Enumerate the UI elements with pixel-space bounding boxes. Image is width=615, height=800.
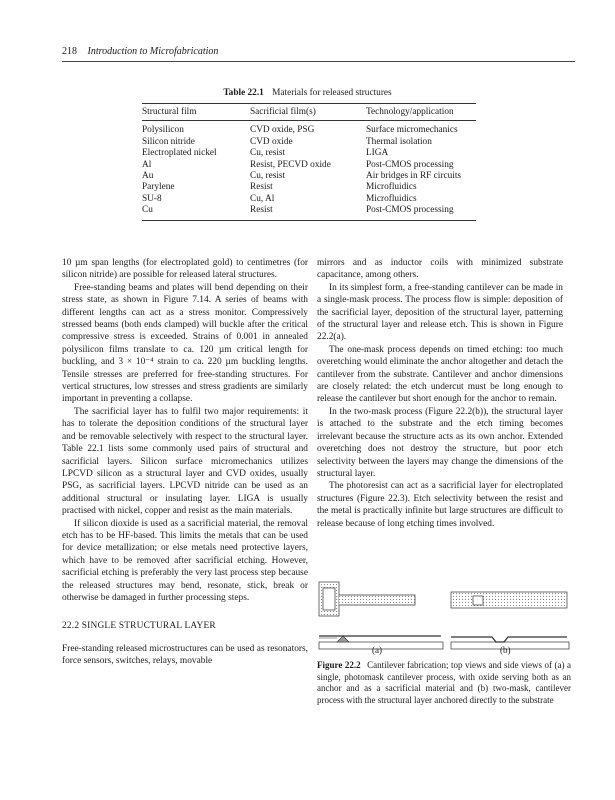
- paragraph: The one-mask process depends on timed etching: too much overetching would eliminate the anchor altogether and detach the cantilever from the substrate. Cantilever and anchor dimensions are closely related: the etch undercut must be long enough to release the cantilever but short enough for the anchor to remain.: [317, 344, 563, 405]
- page-number: 218: [62, 46, 77, 57]
- table-cell: Surface micromechanics: [366, 125, 458, 136]
- table-row: [142, 148, 476, 159]
- table-cell: Thermal isolation: [366, 136, 432, 147]
- figure-22-2: [317, 568, 571, 660]
- table-cell: SU-8: [142, 193, 162, 204]
- table-cell: Polysilicon: [142, 125, 184, 136]
- figure-label-b: (b): [500, 645, 511, 655]
- column-header-sacrificial: Sacrificial film(s): [250, 104, 366, 121]
- table-row: [142, 121, 476, 137]
- running-title: Introduction to Microfabrication: [87, 46, 219, 57]
- table-cell: Resist: [250, 205, 366, 220]
- paragraph: 10 µm span lengths (for electroplated gold) to centimetres (for silicon nitride) are possible for released lateral structures.: [62, 258, 308, 281]
- table-cell: Cu, Al: [250, 193, 275, 204]
- header-rule: [62, 61, 575, 62]
- paragraph: In the two-mask process (Figure 22.2(b)), the structural layer is attached to the substrate and the etch timing becomes irrelevant because the structure acts as its own anchor. Extended overetching does not destroy the structure, but poor etch selectivity between the layers may change the dimensions of the structural layer.: [317, 406, 563, 479]
- table-cell: Cu, resist: [250, 171, 286, 182]
- paragraph: The photoresist can act as a sacrificial layer for electroplated structures (Figure 22.3). Etch selectivity between the resist and the metal is practically infinite but large structures are difficult to release because of long etching times involved.: [317, 481, 563, 529]
- right-column: [317, 257, 563, 530]
- table-header-row: [142, 104, 476, 121]
- column-header-structural: Structural film: [142, 104, 250, 121]
- table-cell: Parylene: [142, 182, 175, 193]
- table-cell: LIGA: [366, 148, 389, 159]
- table-row: [142, 182, 476, 193]
- table-cell: CVD oxide, PSG: [250, 125, 315, 136]
- paragraph: mirrors and as inductor coils with minimized substrate capacitance, among others.: [317, 258, 563, 281]
- table-row: [142, 171, 476, 182]
- table-cell: Cu: [142, 205, 250, 220]
- table-cell: Silicon nitride: [142, 136, 195, 147]
- table-cell: Air bridges in RF circuits: [366, 171, 462, 182]
- figure-caption: [317, 660, 571, 706]
- table-row: [142, 160, 476, 171]
- table-cell: Post-CMOS processing: [366, 159, 454, 170]
- table-row: [142, 137, 476, 148]
- top-view-a: [319, 582, 415, 616]
- figure-caption-text: Cantilever fabrication; top views and side views of (a) a single, photomask cantilever process, with oxide serving both as an anchor and as a sacrificial material and (b) two-mask, cantilever process with the structural layer anchored directly to the substrate: [317, 660, 571, 705]
- table-cell: Cu, resist: [250, 148, 286, 159]
- left-column: [62, 257, 308, 668]
- top-view-b: [451, 592, 567, 608]
- paragraph: Free-standing released microstructures can be used as resonators, force sensors, switches, relays, movable: [62, 643, 308, 667]
- table-cell: Electroplated nickel: [142, 148, 217, 159]
- running-header: [62, 46, 218, 57]
- table-caption: [0, 88, 615, 98]
- paragraph: In its simplest form, a free-standing cantilever can be made in a single-mask process. The process flow is simple: deposition of the sacrificial layer, deposition of the structural layer, patterning of the structural layer and release etch. This is shown in Figure 22.2(a).: [317, 282, 563, 343]
- table-label: Table 22.1: [223, 88, 264, 98]
- cantilever-figure: [317, 568, 571, 660]
- table-cell: Resist: [250, 182, 273, 193]
- table-caption-text: Materials for released structures: [272, 88, 392, 98]
- table-cell: CVD oxide: [250, 136, 293, 147]
- paragraph: The sacrificial layer has to fulfil two major requirements: it has to tolerate the deposition conditions of the structural layer and be removable selectively with respect to the structural layer. Table 22.1 lists some commonly used pairs of structural and sacrificial layers. Silicon surface micromechanics utilizes LPCVD silicon as a structural layer and CVD oxides, usually PSG, as sacrificial layers. LPCVD nitride can be used as an additional structural or insulating layer. LIGA is usually practised with nickel, copper and resist as the main materials.: [62, 406, 308, 517]
- column-header-technology: Technology/application: [366, 104, 476, 121]
- figure-caption-label: Figure 22.2: [317, 660, 361, 670]
- paragraph: If silicon dioxide is used as a sacrificial material, the removal etch has to be HF-based. This limits the metals that can be used for device metallization; or else metals need protective layers, which have to be removed after sacrificial etching. However, sacrificial etching is preferably the very last process step because the released structures may bend, resonate, stick, break or otherwise be damaged in further processing steps.: [62, 518, 308, 603]
- table-cell: Au: [142, 171, 154, 182]
- table-row: [142, 205, 476, 220]
- table-cell: Microfluidics: [366, 182, 417, 193]
- table-cell: Microfluidics: [366, 193, 417, 204]
- paragraph: Free-standing beams and plates will bend depending on their stress state, as shown in Figure 7.14. A series of beams with different lengths can act as a stress monitor. Compressively stressed beams (both ends clamped) will buckle after the critical compressive stress is exceeded. Strains of 0.001 in annealed polysilicon films translate to ca. 120 µm critical length for buckling, and 3 × 10⁻⁴ strain to ca. 220 µm buckling lengths. Tensile stresses are preferred for free-standing structures. For vertical structures, low stresses and stress gradients are similarly important in preventing a collapse.: [62, 282, 308, 405]
- table-cell: Post-CMOS processing: [366, 205, 476, 220]
- table-row: [142, 194, 476, 205]
- figure-label-a: (a): [372, 645, 382, 655]
- materials-table: [142, 103, 476, 221]
- table-cell: Al: [142, 159, 152, 170]
- table-cell: Resist, PECVD oxide: [250, 159, 331, 170]
- section-heading: 22.2 SINGLE STRUCTURAL LAYER: [62, 621, 216, 632]
